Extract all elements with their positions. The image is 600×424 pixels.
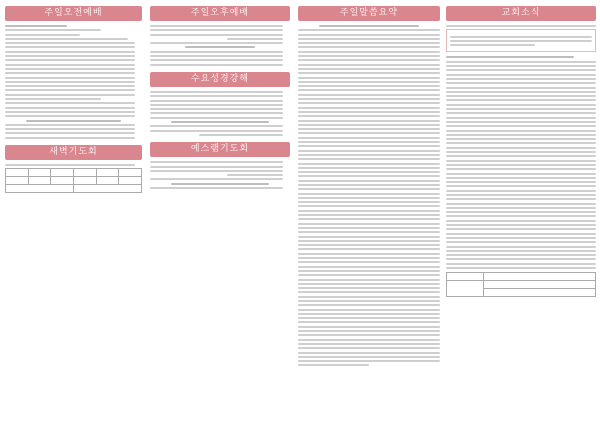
- placeholder-line: [298, 81, 440, 83]
- placeholder-line: [199, 134, 283, 136]
- placeholder-line: [446, 211, 596, 213]
- banner-sunday-morning: 주일오전예배: [5, 6, 142, 21]
- placeholder-line: [298, 120, 440, 122]
- placeholder-line: [171, 121, 269, 123]
- placeholder-line: [5, 29, 101, 31]
- placeholder-line: [446, 151, 596, 153]
- placeholder-line: [446, 65, 596, 67]
- placeholder-line: [5, 81, 135, 83]
- placeholder-line: [298, 46, 440, 48]
- placeholder-line: [150, 187, 283, 189]
- placeholder-line: [150, 64, 283, 66]
- placeholder-line: [446, 258, 596, 260]
- placeholder-line: [298, 193, 440, 195]
- placeholder-line: [150, 108, 283, 110]
- placeholder-line: [298, 287, 440, 289]
- placeholder-line: [298, 300, 440, 302]
- placeholder-line: [450, 36, 592, 38]
- placeholder-line: [298, 248, 440, 250]
- placeholder-line: [446, 155, 596, 157]
- placeholder-line: [185, 46, 255, 48]
- placeholder-line: [298, 261, 440, 263]
- placeholder-line: [446, 147, 596, 149]
- placeholder-line: [298, 296, 440, 298]
- placeholder-line: [298, 29, 440, 31]
- placeholder-line: [5, 164, 135, 166]
- placeholder-line: [5, 89, 135, 91]
- placeholder-line: [5, 137, 135, 139]
- placeholder-line: [5, 64, 135, 66]
- placeholder-line: [150, 117, 283, 119]
- placeholder-line: [446, 185, 596, 187]
- placeholder-line: [446, 25, 596, 27]
- placeholder-line: [298, 163, 440, 165]
- placeholder-line: [446, 142, 596, 144]
- placeholder-line: [5, 51, 135, 53]
- placeholder-line: [5, 72, 135, 74]
- placeholder-line: [150, 170, 283, 172]
- placeholder-line: [298, 77, 440, 79]
- placeholder-line: [446, 117, 596, 119]
- placeholder-line: [319, 25, 418, 27]
- service-table: [446, 272, 596, 297]
- placeholder-line: [5, 111, 135, 113]
- placeholder-line: [446, 160, 596, 162]
- placeholder-line: [298, 137, 440, 139]
- placeholder-line: [298, 175, 440, 177]
- placeholder-line: [446, 91, 596, 93]
- banner-church-news: 교회소식: [446, 6, 596, 21]
- placeholder-line: [298, 150, 440, 152]
- placeholder-line: [446, 228, 596, 230]
- placeholder-line: [150, 178, 283, 180]
- placeholder-line: [150, 34, 283, 36]
- placeholder-line: [298, 352, 440, 354]
- placeholder-line: [298, 188, 440, 190]
- placeholder-line: [150, 161, 283, 163]
- placeholder-line: [5, 94, 135, 96]
- placeholder-line: [446, 112, 596, 114]
- placeholder-line: [298, 330, 440, 332]
- placeholder-line: [298, 107, 440, 109]
- placeholder-line: [298, 167, 440, 169]
- placeholder-line: [298, 68, 440, 70]
- placeholder-line: [150, 166, 283, 168]
- placeholder-line: [298, 124, 440, 126]
- placeholder-line: [298, 313, 440, 315]
- placeholder-line: [298, 343, 440, 345]
- placeholder-line: [298, 89, 440, 91]
- placeholder-line: [446, 190, 596, 192]
- placeholder-line: [5, 68, 135, 70]
- placeholder-line: [298, 304, 440, 306]
- placeholder-line: [150, 42, 283, 44]
- placeholder-line: [446, 56, 574, 58]
- placeholder-line: [298, 115, 440, 117]
- placeholder-line: [298, 347, 440, 349]
- placeholder-line: [298, 279, 440, 281]
- placeholder-line: [298, 356, 440, 358]
- wednesday-order-list: [150, 91, 290, 136]
- placeholder-line: [26, 120, 122, 122]
- placeholder-line: [5, 115, 135, 117]
- placeholder-line: [298, 34, 440, 36]
- placeholder-line: [298, 360, 440, 362]
- placeholder-line: [150, 59, 283, 61]
- placeholder-line: [298, 223, 440, 225]
- placeholder-line: [298, 231, 440, 233]
- placeholder-line: [150, 55, 283, 57]
- placeholder-line: [5, 124, 135, 126]
- placeholder-line: [446, 130, 596, 132]
- placeholder-line: [446, 95, 596, 97]
- placeholder-line: [150, 112, 283, 114]
- placeholder-line: [5, 107, 135, 109]
- dawn-prayer-table: [5, 168, 142, 193]
- placeholder-line: [298, 270, 440, 272]
- placeholder-line: [446, 173, 596, 175]
- placeholder-line: [446, 224, 596, 226]
- placeholder-line: [5, 38, 128, 40]
- placeholder-line: [298, 111, 440, 113]
- placeholder-line: [298, 154, 440, 156]
- notice-box: [446, 29, 596, 52]
- placeholder-line: [298, 339, 440, 341]
- placeholder-line: [446, 177, 596, 179]
- placeholder-line: [150, 95, 283, 97]
- placeholder-line: [446, 267, 596, 269]
- placeholder-line: [446, 61, 596, 63]
- placeholder-line: [450, 40, 592, 42]
- placeholder-line: [298, 227, 440, 229]
- placeholder-line: [150, 130, 283, 132]
- placeholder-line: [5, 55, 135, 57]
- placeholder-line: [446, 138, 596, 140]
- placeholder-line: [5, 128, 135, 130]
- placeholder-line: [446, 207, 596, 209]
- placeholder-line: [446, 134, 596, 136]
- placeholder-line: [298, 38, 440, 40]
- placeholder-line: [446, 78, 596, 80]
- column-church-news: [446, 6, 596, 418]
- placeholder-line: [298, 218, 440, 220]
- placeholder-line: [298, 184, 440, 186]
- placeholder-line: [298, 132, 440, 134]
- placeholder-line: [446, 203, 596, 205]
- placeholder-line: [298, 158, 440, 160]
- banner-sunday-afternoon: 주일오후예배: [150, 6, 290, 21]
- placeholder-line: [446, 74, 596, 76]
- column-sermon-summary: [298, 6, 440, 418]
- placeholder-line: [446, 263, 596, 265]
- placeholder-line: [446, 99, 596, 101]
- banner-dawn-prayer: 새벽기도회: [5, 145, 142, 160]
- placeholder-line: [446, 194, 596, 196]
- placeholder-line: [298, 214, 440, 216]
- placeholder-line: [446, 87, 596, 89]
- placeholder-line: [298, 42, 440, 44]
- placeholder-line: [446, 82, 596, 84]
- placeholder-line: [150, 125, 283, 127]
- placeholder-line: [446, 233, 596, 235]
- friday-order-list: [150, 161, 290, 189]
- placeholder-line: [446, 198, 596, 200]
- placeholder-line: [298, 257, 440, 259]
- placeholder-line: [5, 85, 135, 87]
- placeholder-line: [298, 128, 440, 130]
- placeholder-line: [298, 317, 440, 319]
- banner-sermon-summary: 주일말씀요약: [298, 6, 440, 21]
- placeholder-line: [298, 236, 440, 238]
- placeholder-line: [150, 25, 283, 27]
- placeholder-line: [150, 91, 283, 93]
- placeholder-line: [298, 85, 440, 87]
- placeholder-line: [298, 291, 440, 293]
- placeholder-line: [446, 241, 596, 243]
- morning-order-list: [5, 25, 142, 139]
- placeholder-line: [298, 180, 440, 182]
- placeholder-line: [446, 254, 596, 256]
- placeholder-line: [298, 205, 440, 207]
- placeholder-line: [446, 215, 596, 217]
- placeholder-line: [446, 246, 596, 248]
- placeholder-line: [150, 29, 283, 31]
- placeholder-line: [446, 69, 596, 71]
- placeholder-line: [298, 102, 440, 104]
- placeholder-line: [5, 98, 101, 100]
- placeholder-line: [446, 181, 596, 183]
- placeholder-line: [298, 51, 440, 53]
- placeholder-line: [150, 100, 283, 102]
- placeholder-line: [298, 145, 440, 147]
- placeholder-line: [298, 171, 440, 173]
- placeholder-line: [298, 210, 440, 212]
- placeholder-line: [5, 132, 135, 134]
- placeholder-line: [446, 237, 596, 239]
- placeholder-line: [298, 253, 440, 255]
- placeholder-line: [450, 44, 535, 46]
- placeholder-line: [446, 104, 596, 106]
- placeholder-line: [298, 98, 440, 100]
- placeholder-line: [298, 283, 440, 285]
- placeholder-line: [298, 197, 440, 199]
- placeholder-line: [446, 125, 596, 127]
- placeholder-line: [298, 334, 440, 336]
- placeholder-line: [298, 321, 440, 323]
- placeholder-line: [446, 220, 596, 222]
- placeholder-line: [171, 183, 269, 185]
- placeholder-line: [5, 102, 135, 104]
- placeholder-line: [298, 64, 440, 66]
- placeholder-line: [5, 42, 135, 44]
- placeholder-line: [298, 274, 440, 276]
- placeholder-line: [150, 51, 283, 53]
- placeholder-line: [298, 201, 440, 203]
- placeholder-line: [5, 46, 135, 48]
- placeholder-line: [298, 240, 440, 242]
- placeholder-line: [298, 72, 440, 74]
- placeholder-line: [298, 94, 440, 96]
- sermon-body: [298, 29, 440, 366]
- placeholder-line: [446, 108, 596, 110]
- column-morning-worship: [5, 6, 142, 418]
- banner-wednesday-bible: 수요성경강해: [150, 72, 290, 87]
- placeholder-line: [446, 168, 596, 170]
- placeholder-line: [227, 38, 283, 40]
- banner-friday-prayer: 예스램기도회: [150, 142, 290, 157]
- placeholder-line: [446, 164, 596, 166]
- placeholder-line: [5, 77, 135, 79]
- placeholder-line: [5, 25, 67, 27]
- placeholder-line: [298, 244, 440, 246]
- placeholder-line: [5, 59, 135, 61]
- news-list: [446, 56, 596, 269]
- column-afternoon-worship: [150, 6, 290, 418]
- placeholder-line: [298, 141, 440, 143]
- placeholder-line: [5, 34, 80, 36]
- placeholder-line: [227, 174, 283, 176]
- placeholder-line: [298, 59, 440, 61]
- placeholder-line: [298, 266, 440, 268]
- placeholder-line: [150, 104, 283, 106]
- placeholder-line: [446, 121, 596, 123]
- afternoon-order-list: [150, 25, 290, 66]
- placeholder-line: [298, 309, 440, 311]
- placeholder-line: [298, 364, 369, 366]
- placeholder-line: [446, 250, 596, 252]
- placeholder-line: [298, 326, 440, 328]
- placeholder-line: [298, 55, 440, 57]
